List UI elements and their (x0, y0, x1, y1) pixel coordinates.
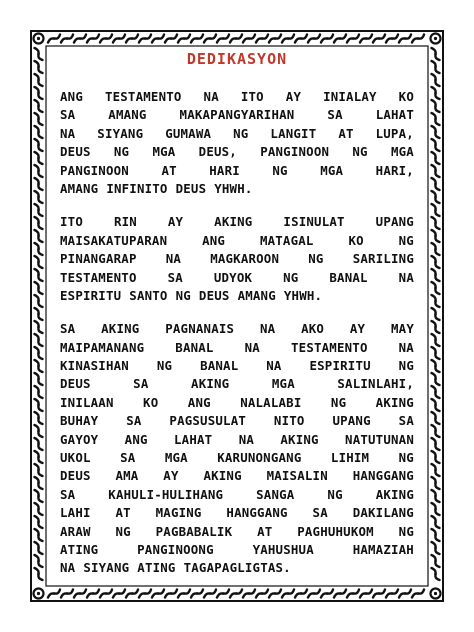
text-line: SA KAHULI-HULIHANG SANGA NG AKING (60, 486, 414, 502)
text-line: ARAW NG PAGBABALIK AT PAGHUHUKOM NG (60, 523, 414, 539)
text-line: LAHI AT MAGING HANGGANG SA DAKILANG (60, 505, 414, 521)
text-line: SA AKING PAGNANAIS NA AKO AY MAY (60, 321, 414, 337)
text-line: GAYOY ANG LAHAT NA AKING NATUTUNAN (60, 431, 414, 447)
text-line: INILAAN KO ANG NALALABI NG AKING (60, 394, 414, 410)
dedication-page (60, 50, 414, 593)
text-line: SA AMANG MAKAPANGYARIHAN SA LAHAT (60, 107, 414, 123)
text-line: MAISAKATUPARAN ANG MATAGAL KO NG (60, 232, 414, 248)
dedication-body (60, 88, 414, 578)
text-line: KINASIHAN NG BANAL NA ESPIRITU NG (60, 358, 414, 374)
text-line: PANGINOON AT HARI NG MGA HARI, (60, 162, 414, 178)
text-line: BUHAY SA PAGSUSULAT NITO UPANG SA (60, 413, 414, 429)
text-line: DEUS SA AKING MGA SALINLAHI, (60, 376, 414, 392)
dedication-paragraph (60, 320, 414, 577)
text-line: ATING PANGINOONG YAHUSHUA HAMAZIAH (60, 541, 414, 557)
dedication-paragraph (60, 88, 414, 198)
dedication-paragraph (60, 213, 414, 305)
page-title: DEDIKASYON (186, 50, 288, 68)
text-line: TESTAMENTO SA UDYOK NG BANAL NA (60, 269, 414, 285)
text-line: UKOL SA MGA KARUNONGANG LIHIM NG (60, 450, 414, 466)
text-line: PINANGARAP NA MAGKAROON NG SARILING (60, 251, 414, 267)
text-line: ESPIRITU SANTO NG DEUS AMANG YHWH. (60, 287, 323, 303)
text-line: ANG TESTAMENTO NA ITO AY INIALAY KO (60, 89, 414, 104)
text-line: AMANG INFINITO DEUS YHWH. (60, 180, 253, 196)
text-line: NA SIYANG GUMAWA NG LANGIT AT LUPA, (60, 125, 414, 141)
text-line: ITO RIN AY AKING ISINULAT UPANG (60, 214, 414, 230)
text-line: MAIPAMANANG BANAL NA TESTAMENTO NA (60, 339, 414, 355)
text-line: NA SIYANG ATING TAGAPAGLIGTAS. (60, 560, 291, 576)
text-line: DEUS NG MGA DEUS, PANGINOON NG MGA (60, 144, 414, 160)
text-line: DEUS AMA AY AKING MAISALIN HANGGANG (60, 468, 414, 484)
